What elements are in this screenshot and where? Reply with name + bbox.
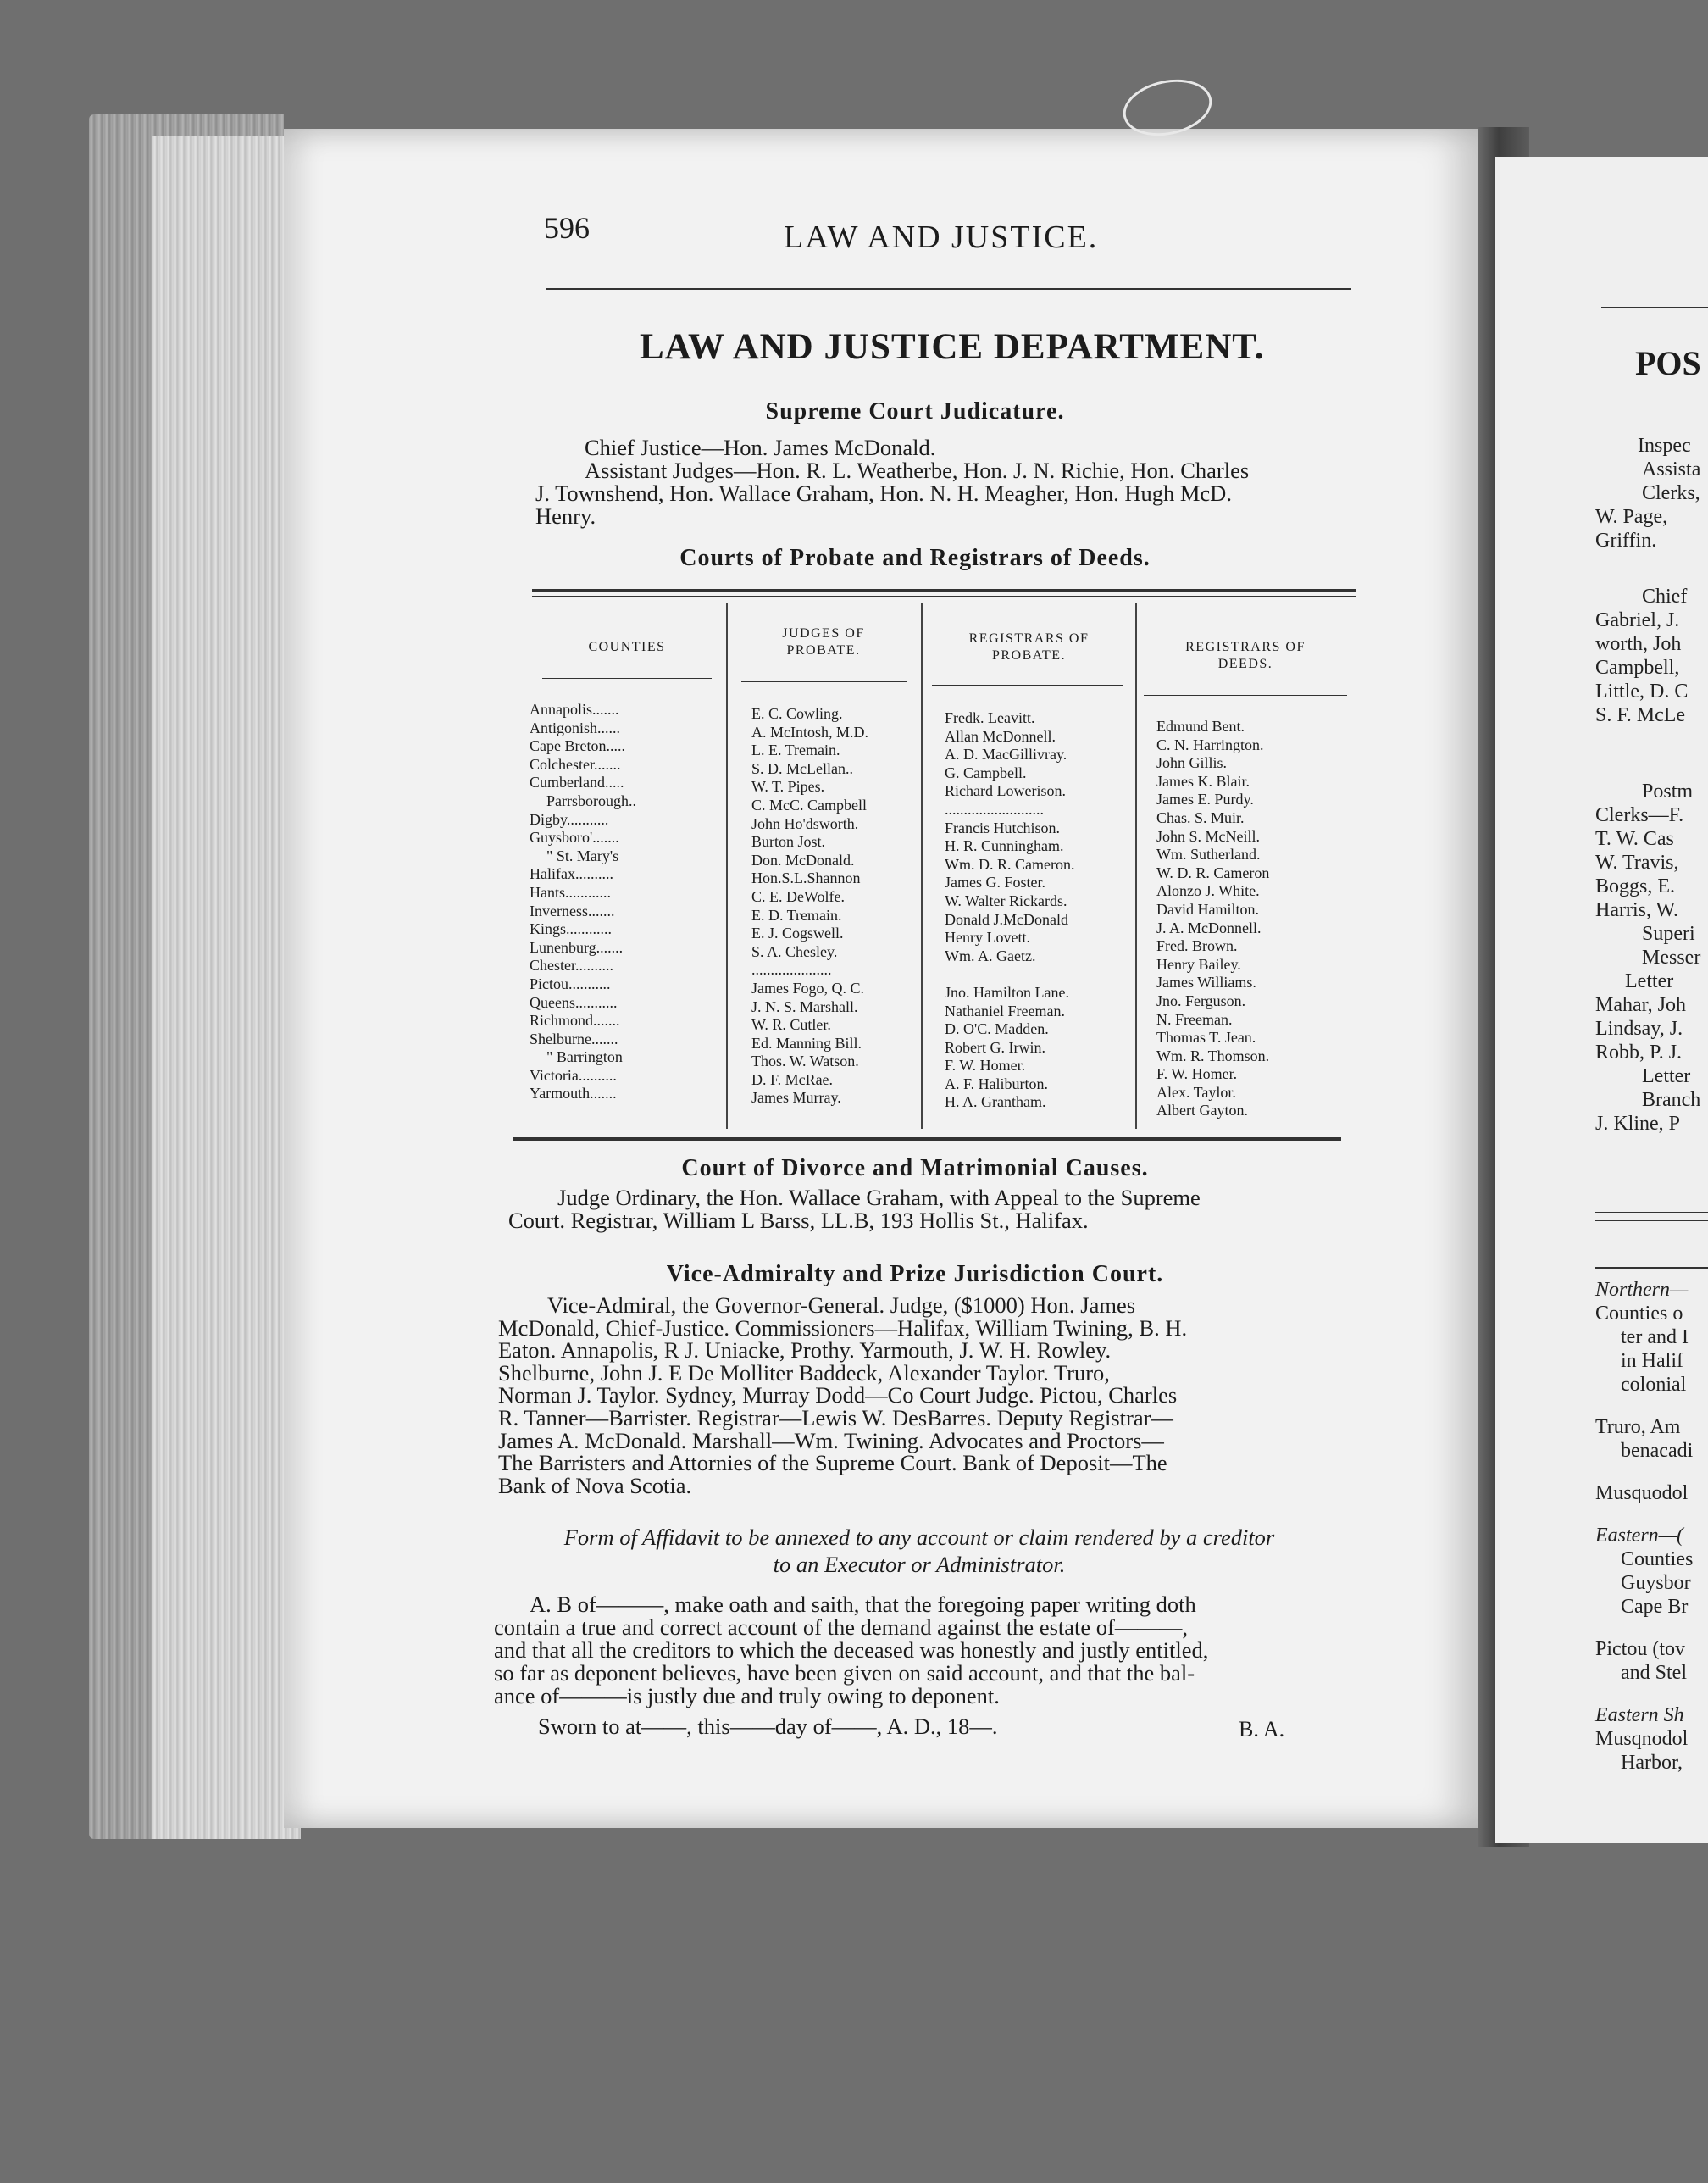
right-page-line: Harbor, (1621, 1752, 1683, 1774)
registrar-probate-cell: Wm. D. R. Cameron. (945, 855, 1075, 873)
registrar-deeds-cell: J. A. McDonnell. (1156, 919, 1262, 936)
right-page-line: Cape Br (1621, 1596, 1689, 1618)
registrar-probate-cell: D. O'C. Madden. (945, 1020, 1049, 1038)
judge-cell: S. A. Chesley. (751, 942, 838, 960)
right-page-heading: POS (1635, 344, 1701, 382)
header-underline (1144, 695, 1347, 696)
right-page-line: Letter (1642, 1065, 1691, 1087)
vice-admiralty-text (498, 1294, 1345, 1497)
judge-cell: L. E. Tremain. (751, 742, 840, 759)
registrar-probate-cell: Henry Lovett. (945, 929, 1030, 947)
registrar-probate-cell: Robert G. Irwin. (945, 1038, 1045, 1056)
vice-admiralty-line: Eaton. Annapolis, R J. Uniacke, Prothy. Yarmouth, J. W. H. Rowley. (498, 1337, 1112, 1364)
right-page-line: Robb, P. J. (1595, 1042, 1683, 1064)
judge-cell: E. C. Cowling. (751, 705, 843, 722)
registrar-deeds-cell: Thomas T. Jean. (1156, 1029, 1256, 1047)
divorce-heading: Court of Divorce and Matrimonial Causes. (681, 1155, 1149, 1181)
right-page-rule (1595, 1267, 1708, 1269)
right-page-line: Campbell, (1595, 657, 1680, 679)
right-page-line: Lindsay, J. (1595, 1018, 1683, 1040)
county-cell: Queens........... (530, 993, 618, 1011)
county-cell: Richmond....... (530, 1012, 620, 1030)
registrar-deeds-cell: N. Freeman. (1156, 1010, 1233, 1028)
right-page-line: Guysbor (1621, 1572, 1691, 1594)
right-page-rule (1595, 1220, 1708, 1221)
right-page-line: Clerks, (1642, 482, 1700, 504)
right-page-line: benacadi (1621, 1440, 1694, 1462)
registrar-probate-cell: H. A. Grantham. (945, 1093, 1046, 1111)
county-cell: Antigonish...... (530, 719, 621, 736)
vice-admiralty-line: Vice-Admiral, the Governor-General. Judge, ($1000) Hon. James (547, 1292, 1136, 1318)
county-cell: " St. Mary's (546, 847, 619, 864)
registrar-probate-cell: G. Campbell. (945, 764, 1027, 781)
right-page-line: Musqnodol (1595, 1728, 1689, 1750)
affidavit-title-line: Form of Affidavit to be annexed to any account or claim rendered by a creditor (563, 1525, 1275, 1550)
registrar-probate-cell: A. D. MacGillivray. (945, 746, 1068, 764)
judge-cell: Don. McDonald. (751, 851, 855, 869)
judge-cell: John Ho'dsworth. (751, 814, 859, 832)
vice-admiralty-heading: Vice-Admiralty and Prize Jurisdiction Court. (666, 1261, 1164, 1287)
county-cell: Kings............ (530, 920, 613, 938)
signature-initials: B. A. (1239, 1717, 1285, 1741)
divorce-line: Judge Ordinary, the Hon. Wallace Graham, with Appeal to the Supreme (557, 1185, 1201, 1210)
supreme-court-line: Assistant Judges—Hon. R. L. Weatherbe, Hon. J. N. Richie, Hon. Charles (585, 458, 1250, 483)
right-page-line: in Halif (1621, 1350, 1683, 1372)
department-title: LAW AND JUSTICE DEPARTMENT. (640, 327, 1265, 367)
judge-cell: E. J. Cogswell. (751, 925, 844, 942)
right-page-line: Clerks—F. (1595, 804, 1684, 826)
registrar-deeds-cell: Wm. R. Thomson. (1156, 1047, 1270, 1064)
county-cell: Victoria.......... (530, 1066, 617, 1084)
header-registrars-deeds: REGISTRARS OF DEEDS. (1185, 640, 1306, 671)
header-underline (542, 678, 712, 679)
registrar-probate-cell: Fredk. Leavitt. (945, 709, 1035, 726)
divorce-text (508, 1186, 1343, 1232)
running-head: LAW AND JUSTICE. (784, 219, 1099, 255)
right-page-block (1595, 585, 1688, 727)
right-page-block (1595, 1278, 1693, 1775)
right-page-line: J. Kline, P (1595, 1113, 1681, 1135)
probate-table (530, 603, 1356, 1146)
right-page-line: S. F. McLe (1595, 704, 1686, 726)
judge-cell: Thos. W. Watson. (751, 1053, 859, 1070)
registrar-deeds-cell: F. W. Homer. (1156, 1065, 1238, 1083)
sworn-line: Sworn to at——, this——day of——, A. D., 18—. (538, 1714, 998, 1739)
table-top-rule (532, 589, 1356, 592)
right-page-line: Counties (1621, 1548, 1694, 1570)
registrar-probate-cell: Richard Lowerison. (945, 782, 1066, 800)
registrar-deeds-cell: James E. Purdy. (1156, 791, 1254, 808)
affidavit-line: ance of———is justly due and truly owing to deponent. (494, 1683, 1000, 1708)
county-cell: Halifax.......... (530, 865, 613, 883)
header-counties: COUNTIES (588, 640, 666, 654)
affidavit-line: contain a true and correct account of the demand against the estate of———, (494, 1614, 1188, 1640)
registrar-deeds-cell: Fred. Brown. (1156, 937, 1238, 955)
registrar-probate-cell: Jno. Hamilton Lane. (945, 983, 1069, 1001)
header-rule (546, 288, 1351, 290)
right-page-line: T. W. Cas (1595, 828, 1674, 850)
supreme-court-line: Henry. (535, 503, 596, 529)
right-page-line: Little, D. C (1595, 680, 1689, 703)
vice-admiralty-line: Norman J. Taylor. Sydney, Murray Dodd—Co Court Judge. Pictou, Charles (498, 1382, 1178, 1408)
right-page-block (1595, 780, 1700, 1136)
probate-heading: Courts of Probate and Registrars of Deeds. (679, 545, 1151, 571)
county-cell: Cumberland..... (530, 774, 624, 792)
page-stack (152, 136, 301, 1839)
right-page-line: Truro, Am (1595, 1416, 1681, 1438)
right-page-line: Chief (1642, 586, 1688, 608)
right-page-line: Counties o (1595, 1303, 1683, 1325)
page-number: 596 (544, 211, 590, 245)
table-bottom-rule (513, 1137, 1341, 1141)
judge-cell: W. R. Cutler. (751, 1016, 831, 1034)
county-cell: Colchester....... (530, 755, 621, 773)
affidavit-line: so far as deponent believes, have been given on said account, and that the bal- (494, 1660, 1195, 1686)
vice-admiralty-line: James A. McDonald. Marshall—Wm. Twining. Advocates and Proctors— (498, 1427, 1164, 1453)
header-underline (741, 681, 907, 682)
judge-cell: J. N. S. Marshall. (751, 997, 858, 1015)
registrar-probate-cell (945, 965, 1074, 984)
header-underline (932, 685, 1123, 686)
right-page-line: Messer (1642, 947, 1701, 969)
county-cell: Hants............ (530, 883, 611, 901)
registrar-probate-cell: Nathaniel Freeman. (945, 1002, 1065, 1019)
affidavit-body (494, 1593, 1341, 1708)
right-page-line: Harris, W. (1595, 899, 1678, 921)
supreme-court-heading: Supreme Court Judicature. (765, 398, 1065, 425)
judge-cell: A. McIntosh, M.D. (751, 723, 868, 741)
judge-cell: C. E. DeWolfe. (751, 887, 846, 905)
county-cell: Cape Breton..... (530, 737, 625, 755)
right-page-line: W. Travis, (1595, 852, 1679, 874)
registrar-deeds-cell: James Williams. (1156, 974, 1256, 992)
county-cell: Yarmouth....... (530, 1085, 617, 1103)
right-page-line: Letter (1625, 970, 1674, 992)
supreme-court-text (535, 436, 1361, 528)
county-cell: Inverness....... (530, 902, 615, 919)
right-page-line: Northern— (1595, 1279, 1689, 1301)
right-page-line: and Stel (1621, 1662, 1687, 1684)
registrar-deeds-cell: Albert Gayton. (1156, 1102, 1248, 1119)
registrar-deeds-cell: John S. McNeill. (1156, 827, 1261, 845)
right-page-block (1595, 434, 1700, 553)
registrar-deeds-cell: Alex. Taylor. (1156, 1083, 1236, 1101)
registrar-probate-cell: Donald J.McDonald (945, 910, 1068, 928)
right-page-line: worth, Joh (1595, 633, 1682, 655)
right-page-line: Mahar, Joh (1595, 994, 1687, 1016)
county-cell: Pictou........... (530, 975, 611, 992)
right-page-line: Postm (1642, 780, 1694, 803)
right-page-line: Gabriel, J. (1595, 609, 1680, 631)
registrar-probate-cell: .......................... (945, 800, 1044, 818)
judge-cell: W. T. Pipes. (751, 778, 825, 796)
registrar-probate-cell: A. F. Haliburton. (945, 1075, 1049, 1092)
judge-cell: Ed. Manning Bill. (751, 1034, 862, 1052)
county-cell: " Barrington (546, 1048, 623, 1066)
judge-cell: James Murray. (751, 1089, 841, 1107)
county-cell: Annapolis....... (530, 701, 619, 718)
registrar-deeds-cell: James K. Blair. (1156, 772, 1250, 790)
vice-admiralty-line: McDonald, Chief-Justice. Commissioners—Halifax, William Twining, B. H. (498, 1314, 1188, 1341)
column-divider (921, 603, 923, 1129)
judge-cell: James Fogo, Q. C. (751, 979, 865, 997)
county-cell: Shelburne....... (530, 1030, 618, 1047)
registrar-probate-cell: W. Walter Rickards. (945, 892, 1068, 909)
right-page-line: Musquodol (1595, 1482, 1689, 1504)
judges-column (751, 705, 868, 1108)
judge-cell: D. F. McRae. (751, 1070, 834, 1088)
right-page-line: colonial (1621, 1374, 1687, 1396)
right-page-line: Branch (1642, 1089, 1701, 1111)
counties-column (530, 701, 636, 1103)
right-page-line: W. Page, (1595, 506, 1668, 528)
registrar-deeds-cell: C. N. Harrington. (1156, 736, 1264, 753)
judge-cell: S. D. McLellan.. (751, 759, 853, 777)
right-page-rule (1595, 1212, 1708, 1213)
registrar-deeds-cell: W. D. R. Cameron (1156, 864, 1270, 881)
right-page-line: Eastern—( (1595, 1525, 1683, 1547)
county-cell: Digby........... (530, 810, 609, 828)
judge-cell: C. McC. Campbell (751, 796, 867, 814)
registrar-deeds-cell: Edmund Bent. (1156, 718, 1245, 735)
judge-cell: Burton Jost. (751, 833, 826, 851)
column-divider (1135, 603, 1137, 1129)
judge-cell: ..................... (751, 961, 832, 979)
affidavit-line: and that all the creditors to which the deceased was honestly and justly entitled, (494, 1637, 1209, 1663)
vice-admiralty-line: R. Tanner—Barrister. Registrar—Lewis W. DesBarres. Deputy Registrar— (498, 1404, 1173, 1430)
registrar-probate-cell: Allan McDonnell. (945, 727, 1056, 745)
registrar-deeds-cell: Henry Bailey. (1156, 955, 1241, 973)
registrar-probate-cell: Wm. A. Gaetz. (945, 947, 1036, 964)
registrar-deeds-cell: Alonzo J. White. (1156, 882, 1260, 900)
right-page-line: Pictou (tov (1595, 1638, 1685, 1660)
supreme-court-line: J. Townshend, Hon. Wallace Graham, Hon. N. H. Meagher, Hon. Hugh McD. (535, 480, 1232, 506)
registrars-deeds-column (1156, 718, 1269, 1120)
column-divider (726, 603, 728, 1129)
affidavit-line: A. B of———, make oath and saith, that the foregoing paper writing doth (530, 1591, 1196, 1617)
right-page-rule (1601, 307, 1708, 308)
affidavit-title-line: to an Executor or Administrator. (773, 1552, 1066, 1577)
registrar-deeds-cell: Jno. Ferguson. (1156, 992, 1246, 1009)
registrar-probate-cell: Francis Hutchison. (945, 819, 1060, 836)
county-cell: Parrsborough.. (546, 792, 636, 809)
header-registrars-probate: REGISTRARS OF PROBATE. (968, 631, 1090, 663)
registrar-probate-cell: H. R. Cunningham. (945, 837, 1064, 855)
vice-admiralty-line: Shelburne, John J. E De Molliter Baddeck, Alexander Taylor. Truro, (498, 1359, 1110, 1386)
vice-admiralty-line: Bank of Nova Scotia. (498, 1472, 692, 1498)
table-top-rule-2 (532, 596, 1356, 597)
divorce-line: Court. Registrar, William L Barss, LL.B, 193 Hollis St., Halifax. (508, 1208, 1089, 1233)
header-judges: JUDGES OF PROBATE. (782, 626, 865, 658)
registrar-probate-cell: James G. Foster. (945, 874, 1045, 892)
judge-cell: Hon.S.L.Shannon (751, 869, 861, 887)
right-page-line: Eastern Sh (1595, 1704, 1684, 1726)
judge-cell: E. D. Tremain. (751, 906, 842, 924)
right-page-line: Assista (1642, 458, 1701, 480)
registrar-deeds-cell: Wm. Sutherland. (1156, 846, 1261, 864)
registrar-probate-cell: F. W. Homer. (945, 1057, 1026, 1075)
registrar-deeds-cell: David Hamilton. (1156, 900, 1259, 918)
right-page-line: Griffin. (1595, 530, 1657, 552)
county-cell: Chester.......... (530, 957, 613, 975)
county-cell: Lunenburg....... (530, 938, 624, 956)
right-page-line: Superi (1642, 923, 1695, 945)
affidavit-title (496, 1524, 1343, 1578)
registrar-deeds-cell: Chas. S. Muir. (1156, 808, 1245, 826)
county-cell: Guysboro'....... (530, 829, 619, 847)
supreme-court-line: Chief Justice—Hon. James McDonald. (585, 435, 936, 460)
registrar-deeds-cell: John Gillis. (1156, 754, 1228, 772)
right-page-line: Boggs, E. (1595, 875, 1676, 897)
right-page-line: Inspec (1638, 435, 1691, 457)
registrars-probate-column (945, 709, 1074, 1112)
vice-admiralty-line: The Barristers and Attornies of the Supreme Court. Bank of Deposit—The (498, 1450, 1167, 1476)
right-page-line: ter and I (1621, 1326, 1689, 1348)
